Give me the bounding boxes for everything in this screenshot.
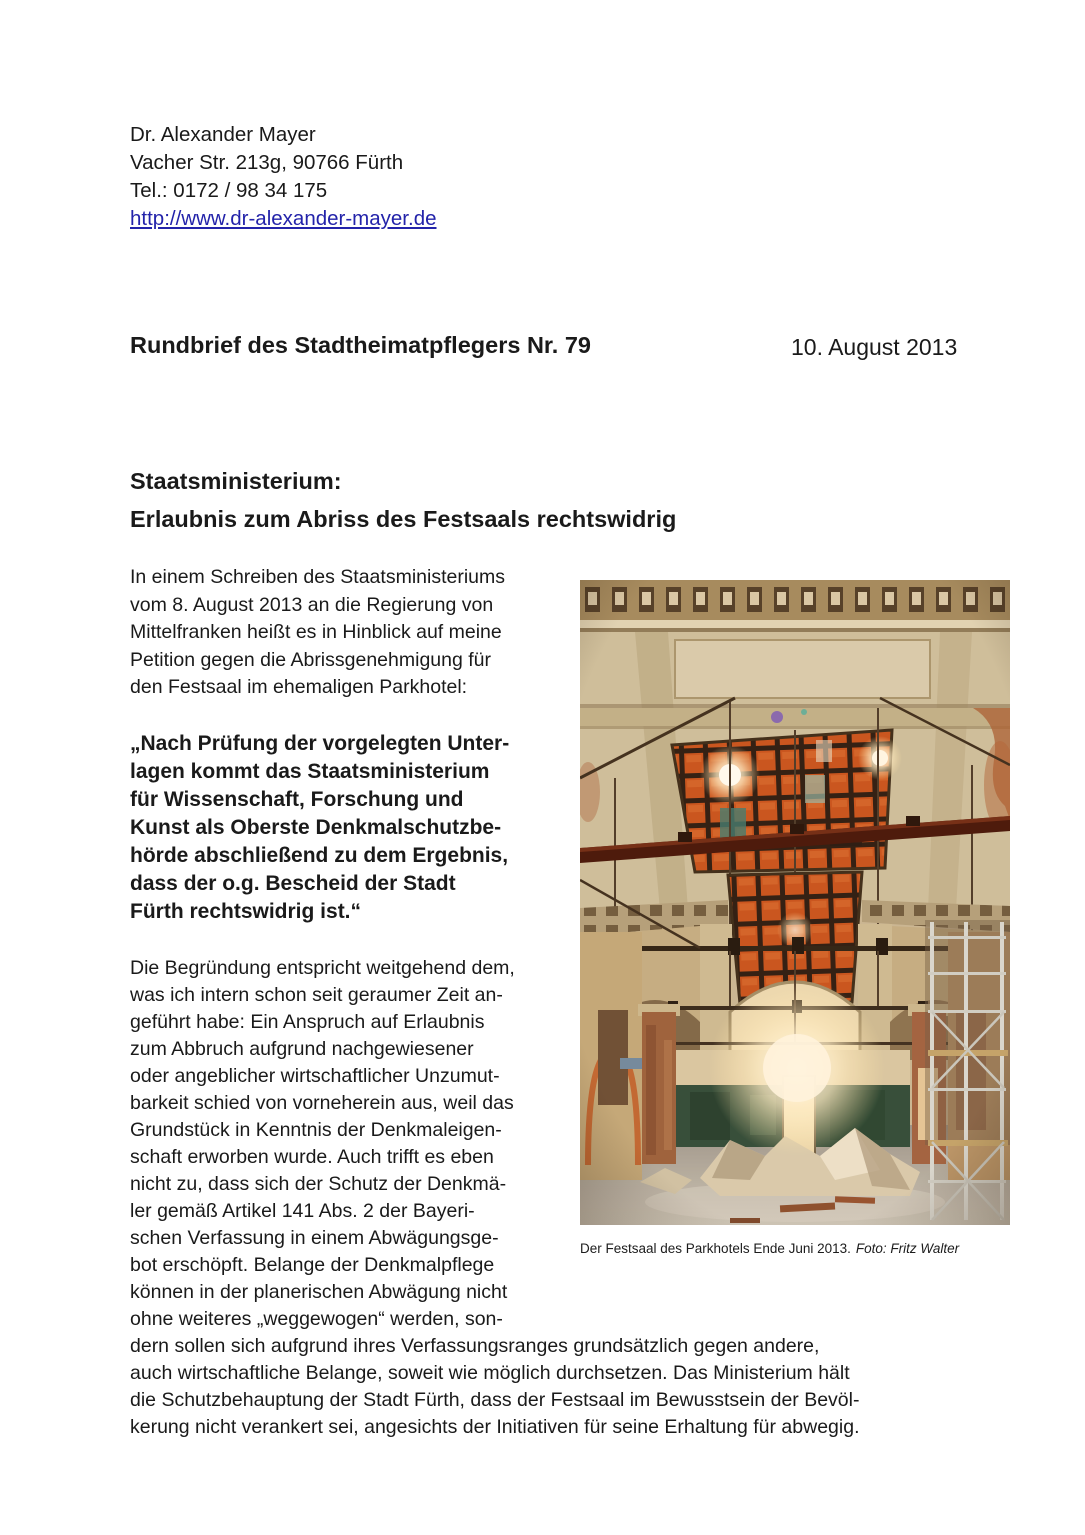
body-full-width [130,1333,860,1441]
text-line: geführt habe: Ein Anspruch auf Erlaubnis [130,1011,485,1033]
text-line: können in der planerischen Abwägung nicht [130,1281,508,1303]
page-title: Rundbrief des Stadtheimatpflegers Nr. 79 [130,332,591,358]
website-link[interactable]: http://www.dr-alexander-mayer.de [130,207,437,230]
text-line: was ich intern schon seit geraumer Zeit an- [130,984,503,1006]
text-line: In einem Schreiben des Staatsministeriums [130,566,506,588]
quote-line: hörde abschließend zu dem Ergebnis, [130,844,509,867]
text-line: Mittelfranken heißt es in Hinblick auf meine [130,621,502,643]
caption-text: Der Festsaal des Parkhotels Ende Juni 2013. [580,1241,851,1256]
text-line: barkeit schied von vorneherein aus, weil das [130,1092,514,1114]
text-line: oder angeblicher wirtschaftlicher Unzumut- [130,1065,500,1087]
photo-caption [580,1241,1010,1256]
contact-address: Vacher Str. 213g, 90766 Fürth [130,151,404,174]
quote-line: lagen kommt das Staatsministerium [130,760,490,783]
festsaal-photo [580,580,1010,1225]
contact-name: Dr. Alexander Mayer [130,123,316,146]
text-line: nicht zu, dass sich der Schutz der Denkmä- [130,1173,507,1195]
text-line: den Festsaal im ehemaligen Parkhotel: [130,676,468,698]
text-line: die Schutzbehauptung der Stadt Fürth, dass der Festsaal im Bewusstsein der Bevöl- [130,1389,860,1411]
quote-paragraph [130,730,509,926]
text-line: auch wirtschaftliche Belange, soweit wie möglich durchsetzen. Das Ministerium hält [130,1362,850,1384]
quote-line: Kunst als Oberste Denkmalschutzbe- [130,816,502,839]
quote-line: Fürth rechtswidrig ist.“ [130,900,362,923]
quote-line: „Nach Prüfung der vorgelegten Unter- [130,732,510,755]
text-line: schen Verfassung in einem Abwägungsge- [130,1227,499,1249]
contact-block [130,121,437,233]
text-line: ler gemäß Artikel 141 Abs. 2 der Bayeri- [130,1200,475,1222]
text-line: dern sollen sich aufgrund ihres Verfassungsranges grundsätzlich gegen andere, [130,1335,820,1357]
text-line: Grundstück in Kenntnis der Denkmaleigen- [130,1119,502,1141]
caption-credit: Foto: Fritz Walter [855,1241,960,1256]
article-heading [130,462,676,538]
contact-phone: Tel.: 0172 / 98 34 175 [130,179,328,202]
text-line: vom 8. August 2013 an die Regierung von [130,593,494,616]
text-line: ohne weiteres „weggewogen“ werden, son- [130,1308,503,1330]
text-line: zum Abbruch aufgrund nachgewiesener [130,1038,474,1060]
heading-line: Erlaubnis zum Abriss des Festsaals rechtswidrig [130,506,677,532]
figure [580,580,1010,1256]
text-line: Die Begründung entspricht weitgehend dem, [130,957,515,979]
text-line: schaft erworben wurde. Auch trifft es eben [130,1146,494,1168]
page-date: 10. August 2013 [791,334,958,360]
heading-line: Staatsministerium: [130,468,342,494]
text-line: bot erschöpft. Belange der Denkmalpflege [130,1254,495,1276]
text-line: kerung nicht verankert sei, angesichts der Initiativen für seine Erhaltung für abwegig. [130,1416,860,1438]
intro-paragraph [130,564,505,702]
quote-line: dass der o.g. Bescheid der Stadt [130,872,456,895]
text-line: Petition gegen die Abrissgenehmigung für [130,648,491,671]
quote-line: für Wissenschaft, Forschung und [130,788,464,811]
